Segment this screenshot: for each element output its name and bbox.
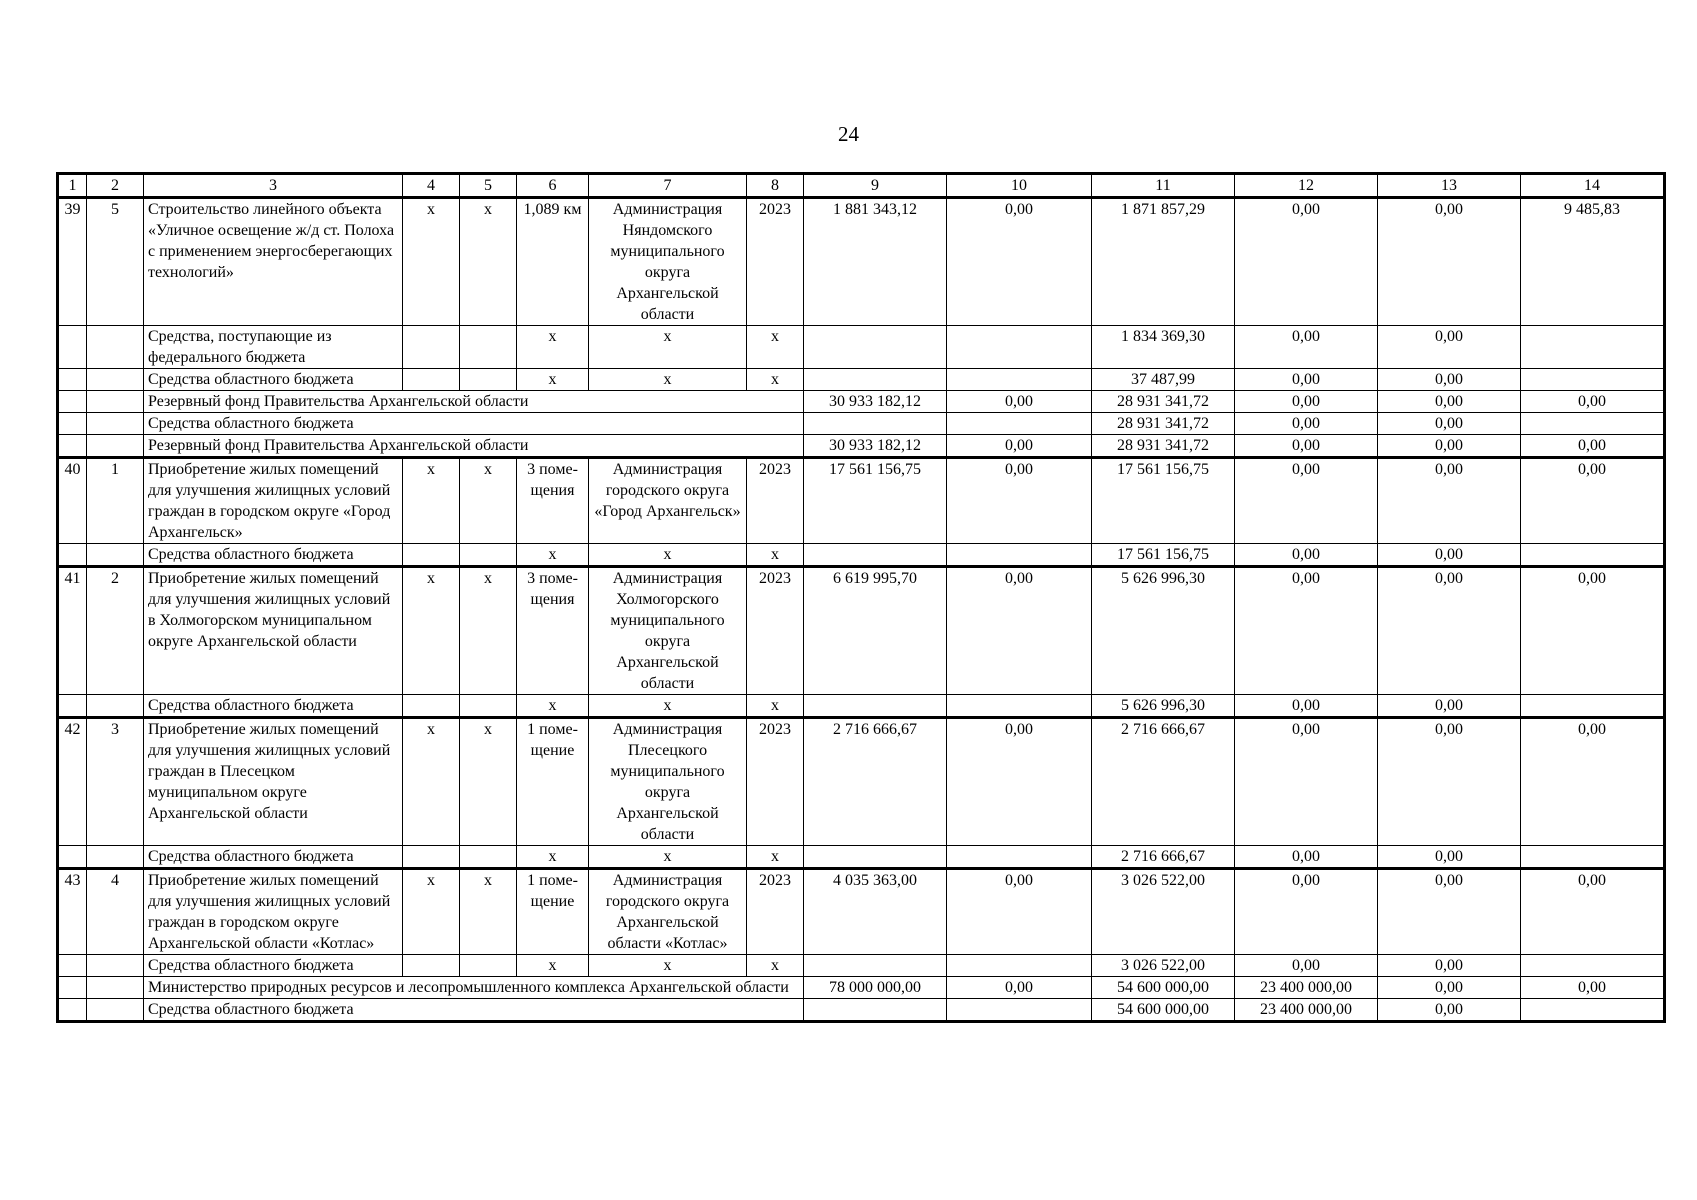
table-cell: Резервный фонд Правительства Архангельской области bbox=[144, 391, 804, 413]
table-cell: 23 400 000,00 bbox=[1235, 977, 1378, 999]
table-cell bbox=[58, 999, 87, 1022]
table-cell: Администрация Няндомского муниципального округа Архангельской области bbox=[589, 198, 747, 326]
table-cell: х bbox=[460, 198, 517, 326]
table-cell: 0,00 bbox=[1235, 869, 1378, 955]
table-cell: 0,00 bbox=[1378, 977, 1521, 999]
table-cell: 0,00 bbox=[1521, 458, 1665, 544]
table-cell bbox=[804, 413, 947, 435]
table-cell: 0,00 bbox=[947, 435, 1092, 458]
table-cell: х bbox=[460, 718, 517, 846]
table-cell: 0,00 bbox=[1235, 544, 1378, 567]
table-cell: х bbox=[517, 695, 589, 718]
table-cell: 0,00 bbox=[947, 718, 1092, 846]
table-cell: 5 bbox=[87, 198, 144, 326]
table-cell: х bbox=[460, 458, 517, 544]
table-cell: 5 626 996,30 bbox=[1092, 695, 1235, 718]
table-cell: х bbox=[517, 544, 589, 567]
table-cell bbox=[947, 544, 1092, 567]
table-cell: 28 931 341,72 bbox=[1092, 391, 1235, 413]
table-cell: 2023 bbox=[747, 869, 804, 955]
table-cell bbox=[460, 369, 517, 391]
table-cell: 39 bbox=[58, 198, 87, 326]
table-cell bbox=[1521, 955, 1665, 977]
table-cell: 4 bbox=[87, 869, 144, 955]
table-cell: х bbox=[403, 198, 460, 326]
table-cell: 3 поме-щения bbox=[517, 458, 589, 544]
table-cell: 1,089 км bbox=[517, 198, 589, 326]
table-cell: х bbox=[403, 869, 460, 955]
table-cell: Средства областного бюджета bbox=[144, 544, 403, 567]
header-cell: 4 bbox=[403, 174, 460, 198]
table-cell: Строительство линейного объекта «Уличное освещение ж/д ст. Полоха с применением энергосберегающих технологий» bbox=[144, 198, 403, 326]
header-cell: 12 bbox=[1235, 174, 1378, 198]
table-cell: 2023 bbox=[747, 718, 804, 846]
table-cell: 0,00 bbox=[1521, 435, 1665, 458]
table-cell: 0,00 bbox=[1378, 695, 1521, 718]
table-cell: х bbox=[747, 544, 804, 567]
table-cell bbox=[58, 955, 87, 977]
table-cell bbox=[403, 695, 460, 718]
header-cell: 13 bbox=[1378, 174, 1521, 198]
source-row bbox=[58, 435, 1665, 458]
table-cell: 3 поме-щения bbox=[517, 567, 589, 695]
table-cell: 5 626 996,30 bbox=[1092, 567, 1235, 695]
table-cell: 0,00 bbox=[1235, 369, 1378, 391]
table-cell bbox=[804, 695, 947, 718]
table-cell: х bbox=[589, 695, 747, 718]
header-cell: 1 bbox=[58, 174, 87, 198]
item-row bbox=[58, 198, 1665, 326]
source-row bbox=[58, 695, 1665, 718]
table-cell: 0,00 bbox=[1378, 955, 1521, 977]
table-cell: Средства, поступающие из федерального бюджета bbox=[144, 326, 403, 369]
table-cell: х bbox=[517, 326, 589, 369]
table-cell: 0,00 bbox=[1235, 391, 1378, 413]
table-cell bbox=[87, 391, 144, 413]
table-cell: 0,00 bbox=[947, 391, 1092, 413]
table-cell: х bbox=[747, 695, 804, 718]
table-cell bbox=[804, 369, 947, 391]
table-cell bbox=[403, 326, 460, 369]
table-cell: 2023 bbox=[747, 567, 804, 695]
header-cell: 3 bbox=[144, 174, 403, 198]
header-row bbox=[58, 174, 1665, 198]
table-cell: х bbox=[403, 567, 460, 695]
table-cell: 0,00 bbox=[1521, 567, 1665, 695]
source-row bbox=[58, 326, 1665, 369]
table-cell: х bbox=[517, 369, 589, 391]
table-cell: 3 026 522,00 bbox=[1092, 869, 1235, 955]
table-cell bbox=[947, 846, 1092, 869]
table-cell bbox=[1521, 369, 1665, 391]
table-cell: Резервный фонд Правительства Архангельской области bbox=[144, 435, 804, 458]
header-cell: 11 bbox=[1092, 174, 1235, 198]
table-cell: 0,00 bbox=[1378, 567, 1521, 695]
table-cell bbox=[1521, 544, 1665, 567]
table-cell: х bbox=[589, 326, 747, 369]
table-cell: х bbox=[589, 369, 747, 391]
table-cell bbox=[947, 695, 1092, 718]
table-cell: 2023 bbox=[747, 198, 804, 326]
table-cell bbox=[947, 369, 1092, 391]
header-cell: 14 bbox=[1521, 174, 1665, 198]
table-cell: 40 bbox=[58, 458, 87, 544]
table-cell bbox=[58, 413, 87, 435]
table-cell: 37 487,99 bbox=[1092, 369, 1235, 391]
table-cell: 0,00 bbox=[1378, 846, 1521, 869]
table-cell bbox=[804, 955, 947, 977]
source-row bbox=[58, 413, 1665, 435]
table-cell: 54 600 000,00 bbox=[1092, 999, 1235, 1022]
header-cell: 10 bbox=[947, 174, 1092, 198]
table-cell: 6 619 995,70 bbox=[804, 567, 947, 695]
source-row bbox=[58, 846, 1665, 869]
table-cell: 0,00 bbox=[1235, 435, 1378, 458]
table-cell: 0,00 bbox=[947, 198, 1092, 326]
table-cell: 23 400 000,00 bbox=[1235, 999, 1378, 1022]
table-cell bbox=[58, 435, 87, 458]
table-cell: Приобретение жилых помещений для улучшения жилищных условий граждан в городском округе «Город Архангельск» bbox=[144, 458, 403, 544]
table-cell: 1 поме-щение bbox=[517, 718, 589, 846]
table-cell: 2 716 666,67 bbox=[1092, 846, 1235, 869]
table-cell: 1 834 369,30 bbox=[1092, 326, 1235, 369]
table-cell: 28 931 341,72 bbox=[1092, 413, 1235, 435]
table-cell: Приобретение жилых помещений для улучшения жилищных условий граждан в Плесецком муниципальном округе Архангельской области bbox=[144, 718, 403, 846]
table-cell: 0,00 bbox=[1378, 369, 1521, 391]
header-cell: 9 bbox=[804, 174, 947, 198]
table-cell: 0,00 bbox=[1521, 977, 1665, 999]
table-cell bbox=[87, 955, 144, 977]
item-row bbox=[58, 567, 1665, 695]
table-cell: Средства областного бюджета bbox=[144, 695, 403, 718]
table-cell: 0,00 bbox=[1235, 567, 1378, 695]
table-cell bbox=[947, 326, 1092, 369]
table-cell bbox=[1521, 326, 1665, 369]
table-cell bbox=[87, 977, 144, 999]
table-cell: 0,00 bbox=[1235, 198, 1378, 326]
table-cell bbox=[460, 326, 517, 369]
table-cell bbox=[87, 846, 144, 869]
source-row bbox=[58, 977, 1665, 999]
table-cell bbox=[87, 326, 144, 369]
table-cell: 0,00 bbox=[947, 977, 1092, 999]
source-row bbox=[58, 544, 1665, 567]
table-cell bbox=[58, 977, 87, 999]
table-cell: 0,00 bbox=[1235, 413, 1378, 435]
table-cell: х bbox=[403, 458, 460, 544]
table-cell bbox=[87, 369, 144, 391]
table-cell: 0,00 bbox=[1521, 718, 1665, 846]
table-cell: 0,00 bbox=[947, 458, 1092, 544]
item-row bbox=[58, 718, 1665, 846]
table-cell: Средства областного бюджета bbox=[144, 846, 403, 869]
table-cell bbox=[1521, 999, 1665, 1022]
table-cell: 0,00 bbox=[1378, 869, 1521, 955]
table-cell: 0,00 bbox=[1521, 869, 1665, 955]
table-cell bbox=[87, 435, 144, 458]
table-cell: х bbox=[747, 369, 804, 391]
table-cell bbox=[403, 369, 460, 391]
table-cell bbox=[1521, 413, 1665, 435]
table-cell bbox=[87, 413, 144, 435]
table-cell: 43 bbox=[58, 869, 87, 955]
table-cell: 2 716 666,67 bbox=[1092, 718, 1235, 846]
table-cell: 28 931 341,72 bbox=[1092, 435, 1235, 458]
header-cell: 2 bbox=[87, 174, 144, 198]
table-cell bbox=[87, 544, 144, 567]
table-cell: х bbox=[747, 326, 804, 369]
table-cell: 0,00 bbox=[1235, 718, 1378, 846]
table-cell: х bbox=[403, 718, 460, 846]
table-cell: 30 933 182,12 bbox=[804, 391, 947, 413]
header-cell: 8 bbox=[747, 174, 804, 198]
table-cell bbox=[947, 955, 1092, 977]
table-cell: х bbox=[589, 955, 747, 977]
table-cell: Администрация Плесецкого муниципального округа Архангельской области bbox=[589, 718, 747, 846]
budget-table bbox=[56, 172, 1666, 1023]
table-cell: 1 bbox=[87, 458, 144, 544]
table-cell bbox=[87, 999, 144, 1022]
table-cell bbox=[403, 544, 460, 567]
table-cell: 1 881 343,12 bbox=[804, 198, 947, 326]
header-cell: 7 bbox=[589, 174, 747, 198]
page-number: 24 bbox=[838, 122, 859, 146]
source-row bbox=[58, 999, 1665, 1022]
table-cell: Приобретение жилых помещений для улучшения жилищных условий граждан в городском округе Архангельской области «Котлас» bbox=[144, 869, 403, 955]
table-cell: Приобретение жилых помещений для улучшения жилищных условий в Холмогорском муниципальном округе Архангельской области bbox=[144, 567, 403, 695]
table-cell: 17 561 156,75 bbox=[1092, 544, 1235, 567]
table-cell: 0,00 bbox=[1235, 326, 1378, 369]
table-cell bbox=[58, 369, 87, 391]
table-cell: х bbox=[747, 955, 804, 977]
table-cell: Средства областного бюджета bbox=[144, 999, 804, 1022]
table-cell bbox=[58, 326, 87, 369]
table-cell: 3 026 522,00 bbox=[1092, 955, 1235, 977]
table-cell: 0,00 bbox=[1378, 544, 1521, 567]
table-cell bbox=[947, 999, 1092, 1022]
table-cell: 0,00 bbox=[1378, 326, 1521, 369]
source-row bbox=[58, 955, 1665, 977]
table-cell bbox=[58, 846, 87, 869]
table-cell: 0,00 bbox=[947, 869, 1092, 955]
table-cell bbox=[804, 544, 947, 567]
item-row bbox=[58, 458, 1665, 544]
table-cell: Администрация городского округа Архангельской области «Котлас» bbox=[589, 869, 747, 955]
table-cell: 0,00 bbox=[1378, 413, 1521, 435]
table-cell: х bbox=[460, 567, 517, 695]
table-cell bbox=[58, 391, 87, 413]
table-cell: х bbox=[589, 544, 747, 567]
table-cell: 2023 bbox=[747, 458, 804, 544]
source-row bbox=[58, 369, 1665, 391]
table-cell: 30 933 182,12 bbox=[804, 435, 947, 458]
table-cell: 0,00 bbox=[1378, 198, 1521, 326]
table-cell: Министерство природных ресурсов и лесопромышленного комплекса Архангельской области bbox=[144, 977, 804, 999]
table-cell: х bbox=[589, 846, 747, 869]
table-cell: 0,00 bbox=[1235, 846, 1378, 869]
table-cell: 0,00 bbox=[1235, 695, 1378, 718]
item-row bbox=[58, 869, 1665, 955]
table-cell: х bbox=[517, 955, 589, 977]
table-cell bbox=[804, 326, 947, 369]
table-cell bbox=[58, 695, 87, 718]
table-cell: 0,00 bbox=[1521, 391, 1665, 413]
table-cell bbox=[403, 846, 460, 869]
header-cell: 5 bbox=[460, 174, 517, 198]
table-cell: 54 600 000,00 bbox=[1092, 977, 1235, 999]
header-cell: 6 bbox=[517, 174, 589, 198]
table-cell bbox=[947, 413, 1092, 435]
table-cell: Администрация городского округа «Город Архангельск» bbox=[589, 458, 747, 544]
table-cell: х bbox=[517, 846, 589, 869]
table-cell: 0,00 bbox=[1378, 435, 1521, 458]
table-cell: 2 bbox=[87, 567, 144, 695]
table-cell: 9 485,83 bbox=[1521, 198, 1665, 326]
table-cell bbox=[804, 999, 947, 1022]
table-cell: 78 000 000,00 bbox=[804, 977, 947, 999]
table-cell: 0,00 bbox=[1378, 458, 1521, 544]
table-cell bbox=[460, 544, 517, 567]
table-cell: 41 bbox=[58, 567, 87, 695]
table-cell bbox=[460, 846, 517, 869]
table-cell: Средства областного бюджета bbox=[144, 955, 403, 977]
table-cell: 0,00 bbox=[1378, 391, 1521, 413]
table-cell: Средства областного бюджета bbox=[144, 369, 403, 391]
table-cell: Администрация Холмогорского муниципального округа Архангельской области bbox=[589, 567, 747, 695]
table-cell bbox=[58, 544, 87, 567]
table-cell: 17 561 156,75 bbox=[804, 458, 947, 544]
table-cell bbox=[460, 695, 517, 718]
table-cell: 2 716 666,67 bbox=[804, 718, 947, 846]
table-cell: х bbox=[747, 846, 804, 869]
table-cell bbox=[87, 695, 144, 718]
table-cell: 1 871 857,29 bbox=[1092, 198, 1235, 326]
table-cell: х bbox=[460, 869, 517, 955]
table-cell: 1 поме-щение bbox=[517, 869, 589, 955]
table-cell: 0,00 bbox=[1378, 718, 1521, 846]
table-cell: 0,00 bbox=[1235, 955, 1378, 977]
table-cell: 0,00 bbox=[947, 567, 1092, 695]
table-cell bbox=[460, 955, 517, 977]
table-cell bbox=[403, 955, 460, 977]
table-cell bbox=[804, 846, 947, 869]
table-cell: 17 561 156,75 bbox=[1092, 458, 1235, 544]
table-cell bbox=[1521, 695, 1665, 718]
table-cell: 3 bbox=[87, 718, 144, 846]
table-cell: 0,00 bbox=[1235, 458, 1378, 544]
table-cell: Средства областного бюджета bbox=[144, 413, 804, 435]
table-cell: 42 bbox=[58, 718, 87, 846]
source-row bbox=[58, 391, 1665, 413]
table-cell: 4 035 363,00 bbox=[804, 869, 947, 955]
table-cell bbox=[1521, 846, 1665, 869]
table-cell: 0,00 bbox=[1378, 999, 1521, 1022]
